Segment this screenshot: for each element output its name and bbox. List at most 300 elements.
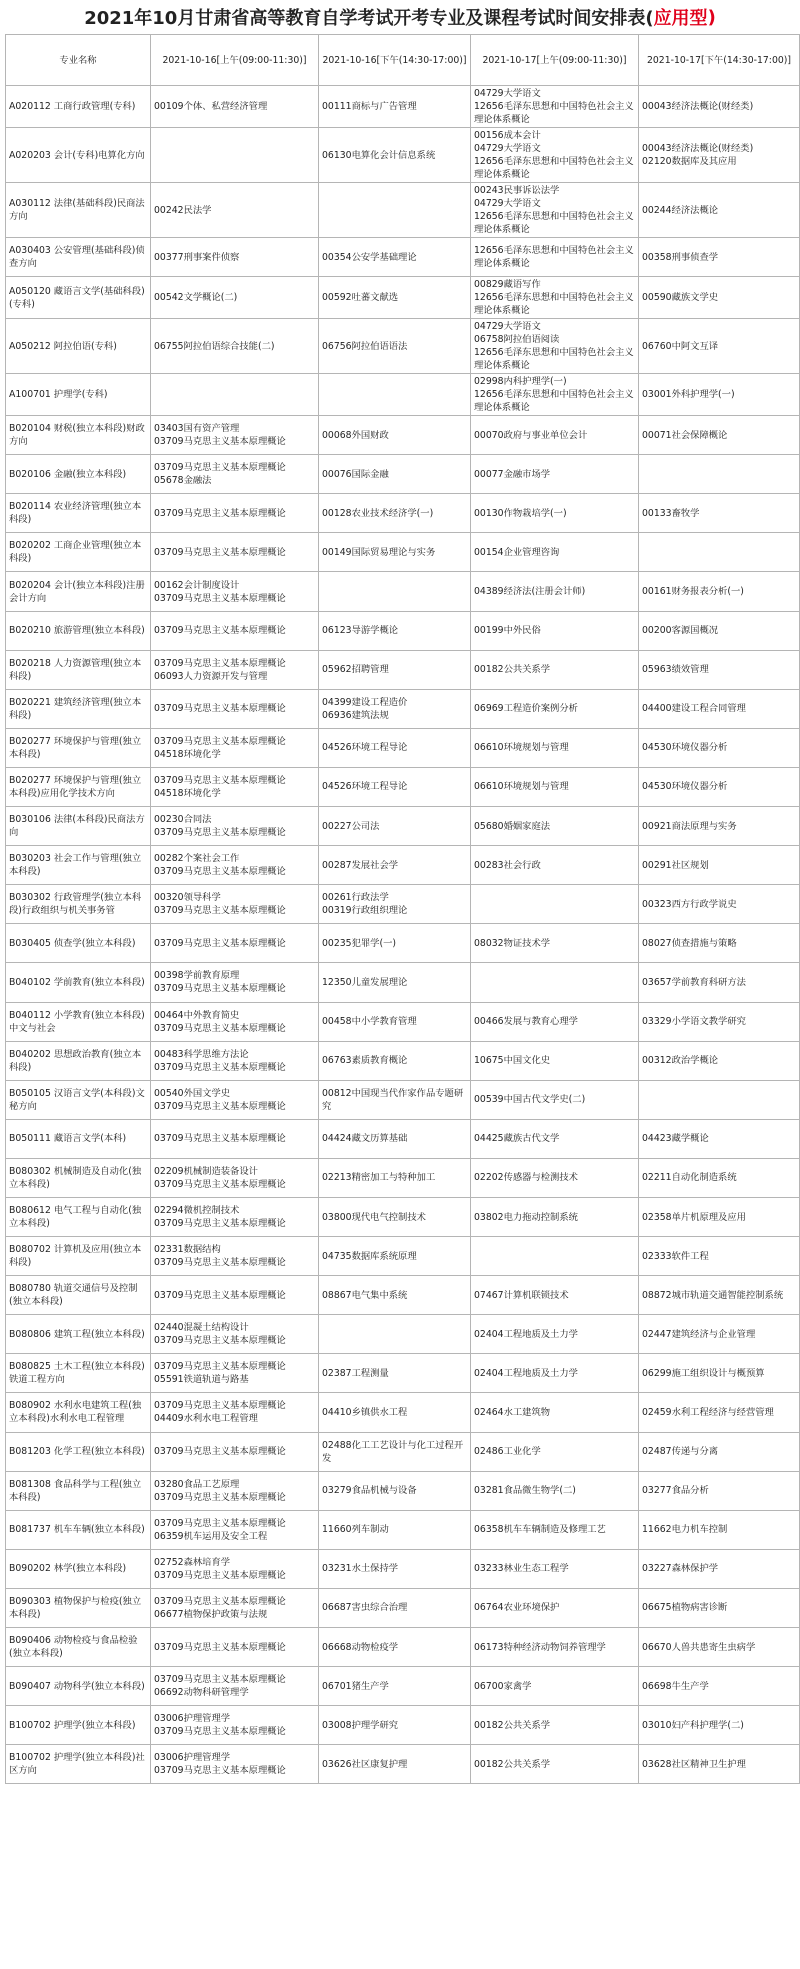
title-close: ) bbox=[707, 6, 716, 28]
course-name: 04526环境工程导论 bbox=[322, 781, 408, 793]
course-cell-slot-4 bbox=[639, 277, 800, 319]
table-row bbox=[6, 1237, 800, 1276]
course-cell-slot-2 bbox=[319, 885, 471, 924]
course-name: 03709马克思主义基本原理概论 bbox=[154, 1218, 286, 1230]
course-name: 03709马克思主义基本原理概论 bbox=[154, 462, 286, 474]
course-name: 04729大学语文 bbox=[474, 88, 541, 99]
course-cell-slot-4 bbox=[639, 1041, 800, 1080]
course-name: 11662电力机车控制 bbox=[642, 1524, 728, 1536]
course-name: 02486工业化学 bbox=[474, 1446, 541, 1458]
course-cell-slot-2 bbox=[319, 416, 471, 455]
course-name: 00282个案社会工作 bbox=[154, 853, 240, 865]
course-name: 04530环境仪器分析 bbox=[642, 742, 728, 754]
course-name: 03709马克思主义基本原理概论 bbox=[154, 1595, 286, 1607]
course-name: 12656毛泽东思想和中国特色社会主义理论体系概论 bbox=[474, 389, 634, 414]
course-cell-slot-3 bbox=[471, 1510, 639, 1549]
table-row bbox=[6, 1315, 800, 1354]
table-row bbox=[6, 374, 800, 416]
major-name-cell: B080702 计算机及应用(独立本科段) bbox=[6, 1237, 151, 1276]
major-name-cell: B081737 机车车辆(独立本科段) bbox=[6, 1510, 151, 1549]
table-row bbox=[6, 963, 800, 1002]
course-cell-slot-4 bbox=[639, 963, 800, 1002]
course-name: 04423藏学概论 bbox=[642, 1133, 709, 1145]
table-row bbox=[6, 572, 800, 611]
course-cell-slot-1 bbox=[151, 728, 319, 767]
course-name: 03709马克思主义基本原理概论 bbox=[154, 1133, 286, 1145]
course-cell-slot-2 bbox=[319, 728, 471, 767]
course-name: 08867电气集中系统 bbox=[322, 1289, 408, 1301]
course-name: 02294微机控制技术 bbox=[154, 1205, 240, 1217]
course-cell-slot-2 bbox=[319, 1276, 471, 1315]
course-name: 12656毛泽东思想和中国特色社会主义理论体系概论 bbox=[474, 245, 634, 270]
table-row bbox=[6, 1080, 800, 1119]
course-cell-slot-2 bbox=[319, 846, 471, 885]
course-cell-slot-1 bbox=[151, 1745, 319, 1784]
course-cell-slot-3 bbox=[471, 86, 639, 128]
course-name: 00043经济法概论(财经类) bbox=[642, 143, 754, 154]
major-name-cell: B040112 小学教育(独立本科段)中文与社会 bbox=[6, 1002, 151, 1041]
course-cell-slot-2 bbox=[319, 374, 471, 416]
course-name: 02404工程地质及土力学 bbox=[474, 1328, 578, 1340]
course-cell-slot-4 bbox=[639, 1315, 800, 1354]
table-row bbox=[6, 1628, 800, 1667]
course-cell-slot-4 bbox=[639, 1706, 800, 1745]
course-cell-slot-1 bbox=[151, 1549, 319, 1588]
course-name: 04526环境工程导论 bbox=[322, 742, 408, 754]
table-row bbox=[6, 533, 800, 572]
course-name: 00287发展社会学 bbox=[322, 859, 399, 871]
course-cell-slot-4 bbox=[639, 767, 800, 806]
course-cell-slot-1 bbox=[151, 1276, 319, 1315]
table-row bbox=[6, 1119, 800, 1158]
major-name-cell: B080902 水利水电建筑工程(独立本科段)水利水电工程管理 bbox=[6, 1393, 151, 1432]
course-cell-slot-4 bbox=[639, 1471, 800, 1510]
course-cell-slot-3 bbox=[471, 416, 639, 455]
course-cell-slot-2 bbox=[319, 86, 471, 128]
course-cell-slot-2 bbox=[319, 1158, 471, 1197]
course-name: 00128农业技术经济学(一) bbox=[322, 507, 434, 519]
course-cell-slot-4 bbox=[639, 128, 800, 183]
course-name: 00829藏语写作 bbox=[474, 279, 541, 291]
course-cell-slot-2 bbox=[319, 767, 471, 806]
major-name-cell: B090407 动物科学(独立本科段) bbox=[6, 1667, 151, 1706]
course-cell-slot-4 bbox=[639, 455, 800, 494]
course-name: 02404工程地质及土力学 bbox=[474, 1367, 578, 1379]
table-row bbox=[6, 885, 800, 924]
course-name: 04399建设工程造价 bbox=[322, 696, 408, 708]
course-cell-slot-2 bbox=[319, 277, 471, 319]
course-name: 04729大学语文 bbox=[474, 143, 541, 154]
course-name: 06700家禽学 bbox=[474, 1680, 532, 1692]
course-cell-slot-2 bbox=[319, 1393, 471, 1432]
course-name: 00109个体、私营经济管理 bbox=[154, 101, 268, 112]
course-name: 03709马克思主义基本原理概论 bbox=[154, 436, 286, 448]
course-name: 06764农业环境保护 bbox=[474, 1602, 560, 1614]
major-name-cell: B090202 林学(独立本科段) bbox=[6, 1549, 151, 1588]
course-cell-slot-2 bbox=[319, 1002, 471, 1041]
course-cell-slot-2 bbox=[319, 1197, 471, 1236]
title-main: 2021年10月甘肃省高等教育自学考试开考专业及课程考试时间安排表( bbox=[84, 8, 654, 29]
course-cell-slot-3 bbox=[471, 128, 639, 183]
course-name: 03709马克思主义基本原理概论 bbox=[154, 1257, 286, 1269]
course-cell-slot-3 bbox=[471, 1041, 639, 1080]
course-name: 03231水土保持学 bbox=[322, 1563, 399, 1575]
course-name: 06610环境规划与管理 bbox=[474, 781, 569, 793]
course-name: 03709马克思主义基本原理概论 bbox=[154, 1726, 286, 1738]
table-row bbox=[6, 494, 800, 533]
course-name: 00590藏族文学史 bbox=[642, 292, 719, 304]
course-cell-slot-2 bbox=[319, 128, 471, 183]
table-row bbox=[6, 319, 800, 374]
course-cell-slot-2 bbox=[319, 1745, 471, 1784]
course-name: 03403国有资产管理 bbox=[154, 423, 240, 435]
course-cell-slot-1 bbox=[151, 650, 319, 689]
major-name-cell: B090303 植物保护与检疫(独立本科段) bbox=[6, 1588, 151, 1627]
course-cell-slot-3 bbox=[471, 885, 639, 924]
table-row bbox=[6, 277, 800, 319]
course-cell-slot-1 bbox=[151, 1197, 319, 1236]
major-name-cell: B081203 化学工程(独立本科段) bbox=[6, 1432, 151, 1471]
course-cell-slot-2 bbox=[319, 1667, 471, 1706]
course-name: 03709马克思主义基本原理概论 bbox=[154, 905, 286, 917]
course-name: 03709马克思主义基本原理概论 bbox=[154, 1674, 286, 1686]
course-cell-slot-2 bbox=[319, 807, 471, 846]
course-name: 02488化工工艺设计与化工过程开发 bbox=[322, 1439, 464, 1464]
course-cell-slot-3 bbox=[471, 277, 639, 319]
course-name: 00283社会行政 bbox=[474, 859, 541, 871]
course-cell-slot-2 bbox=[319, 1432, 471, 1471]
course-name: 06760中阿文互译 bbox=[642, 340, 719, 352]
course-cell-slot-1 bbox=[151, 319, 319, 374]
course-name: 03628社区精神卫生护理 bbox=[642, 1758, 746, 1770]
header-slot-4: 2021-10-17[下午(14:30-17:00)] bbox=[639, 35, 800, 86]
course-name: 03657学前教育科研方法 bbox=[642, 976, 746, 988]
schedule-table bbox=[5, 34, 800, 1784]
course-cell-slot-4 bbox=[639, 1158, 800, 1197]
course-name: 00542文学概论(二) bbox=[154, 292, 238, 304]
course-name: 05963绩效管理 bbox=[642, 664, 709, 676]
course-cell-slot-2 bbox=[319, 1119, 471, 1158]
course-name: 04424藏文历算基础 bbox=[322, 1133, 408, 1145]
course-name: 06758阿拉伯语阅读 bbox=[474, 334, 560, 346]
course-name: 03709马克思主义基本原理概论 bbox=[154, 1446, 286, 1458]
course-name: 04729大学语文 bbox=[474, 198, 541, 209]
course-cell-slot-2 bbox=[319, 1588, 471, 1627]
course-cell-slot-3 bbox=[471, 1276, 639, 1315]
course-name: 00076国际金融 bbox=[322, 468, 389, 480]
course-name: 12656毛泽东思想和中国特色社会主义理论体系概论 bbox=[474, 347, 634, 372]
course-name: 06677植物保护政策与法规 bbox=[154, 1608, 268, 1620]
major-name-cell: A030403 公安管理(基础科段)侦查方向 bbox=[6, 238, 151, 277]
course-name: 03709马克思主义基本原理概论 bbox=[154, 1178, 286, 1190]
course-cell-slot-4 bbox=[639, 885, 800, 924]
course-cell-slot-4 bbox=[639, 1745, 800, 1784]
table-row bbox=[6, 1588, 800, 1627]
course-cell-slot-1 bbox=[151, 374, 319, 416]
course-cell-slot-4 bbox=[639, 1119, 800, 1158]
course-cell-slot-1 bbox=[151, 1706, 319, 1745]
course-name: 00156成本会计 bbox=[474, 130, 541, 141]
course-name: 00068外国财政 bbox=[322, 429, 389, 441]
course-cell-slot-2 bbox=[319, 319, 471, 374]
course-cell-slot-2 bbox=[319, 238, 471, 277]
course-cell-slot-3 bbox=[471, 689, 639, 728]
course-name: 05680婚姻家庭法 bbox=[474, 820, 551, 832]
course-cell-slot-4 bbox=[639, 1393, 800, 1432]
course-cell-slot-4 bbox=[639, 1354, 800, 1393]
course-cell-slot-2 bbox=[319, 1080, 471, 1119]
course-cell-slot-3 bbox=[471, 1745, 639, 1784]
header-row bbox=[6, 35, 800, 86]
course-cell-slot-3 bbox=[471, 1549, 639, 1588]
table-row bbox=[6, 924, 800, 963]
course-cell-slot-4 bbox=[639, 183, 800, 238]
course-name: 06359机车运用及安全工程 bbox=[154, 1530, 268, 1542]
course-name: 00291社区规划 bbox=[642, 859, 709, 871]
table-row bbox=[6, 689, 800, 728]
course-name: 00464中外教育简史 bbox=[154, 1009, 240, 1021]
major-name-cell: A050120 藏语言文学(基础科段)(专科) bbox=[6, 277, 151, 319]
course-name: 02459水利工程经济与经营管理 bbox=[642, 1406, 774, 1418]
course-cell-slot-1 bbox=[151, 1315, 319, 1354]
major-name-cell: A030112 法律(基础科段)民商法方向 bbox=[6, 183, 151, 238]
course-name: 00200客源国概况 bbox=[642, 625, 719, 637]
course-cell-slot-3 bbox=[471, 1237, 639, 1276]
course-cell-slot-4 bbox=[639, 572, 800, 611]
course-name: 10675中国文化史 bbox=[474, 1055, 551, 1067]
header-major: 专业名称 bbox=[6, 35, 151, 86]
course-cell-slot-2 bbox=[319, 533, 471, 572]
course-name: 04400建设工程合同管理 bbox=[642, 703, 746, 715]
course-name: 12350儿童发展理论 bbox=[322, 976, 408, 988]
course-cell-slot-1 bbox=[151, 86, 319, 128]
course-cell-slot-3 bbox=[471, 1354, 639, 1393]
course-name: 00320领导科学 bbox=[154, 892, 221, 904]
course-name: 06756阿拉伯语语法 bbox=[322, 340, 408, 352]
course-cell-slot-2 bbox=[319, 650, 471, 689]
course-cell-slot-2 bbox=[319, 1706, 471, 1745]
course-name: 02358单片机原理及应用 bbox=[642, 1211, 746, 1223]
course-cell-slot-3 bbox=[471, 1393, 639, 1432]
table-row bbox=[6, 416, 800, 455]
course-name: 03709马克思主义基本原理概论 bbox=[154, 1569, 286, 1581]
course-name: 04729大学语文 bbox=[474, 321, 541, 333]
table-row bbox=[6, 650, 800, 689]
course-cell-slot-4 bbox=[639, 1237, 800, 1276]
table-row bbox=[6, 1510, 800, 1549]
course-cell-slot-4 bbox=[639, 86, 800, 128]
course-name: 03709马克思主义基本原理概论 bbox=[154, 735, 286, 747]
major-name-cell: B080302 机械制造及自动化(独立本科段) bbox=[6, 1158, 151, 1197]
course-cell-slot-3 bbox=[471, 183, 639, 238]
course-cell-slot-2 bbox=[319, 494, 471, 533]
course-cell-slot-4 bbox=[639, 1667, 800, 1706]
course-name: 06936建筑法规 bbox=[322, 709, 389, 721]
course-cell-slot-4 bbox=[639, 611, 800, 650]
course-name: 02120数据库及其应用 bbox=[642, 156, 737, 167]
major-name-cell: B030405 侦查学(独立本科段) bbox=[6, 924, 151, 963]
course-name: 00398学前教育原理 bbox=[154, 970, 240, 982]
course-cell-slot-3 bbox=[471, 1119, 639, 1158]
course-name: 06670人兽共患寄生虫病学 bbox=[642, 1641, 756, 1653]
course-cell-slot-1 bbox=[151, 572, 319, 611]
course-name: 00592吐蕃文献选 bbox=[322, 292, 399, 304]
major-name-cell: B040102 学前教育(独立本科段) bbox=[6, 963, 151, 1002]
course-name: 08027侦查措施与策略 bbox=[642, 937, 737, 949]
major-name-cell: B030302 行政管理学(独立本科段)行政组织与机关事务管 bbox=[6, 885, 151, 924]
course-cell-slot-3 bbox=[471, 846, 639, 885]
course-name: 04530环境仪器分析 bbox=[642, 781, 728, 793]
course-cell-slot-4 bbox=[639, 807, 800, 846]
course-name: 03709马克思主义基本原理概论 bbox=[154, 1641, 286, 1653]
course-cell-slot-4 bbox=[639, 1002, 800, 1041]
major-name-cell: B020221 建筑经济管理(独立本科段) bbox=[6, 689, 151, 728]
major-name-cell: B080612 电气工程与自动化(独立本科段) bbox=[6, 1197, 151, 1236]
course-cell-slot-3 bbox=[471, 238, 639, 277]
course-name: 00071社会保障概论 bbox=[642, 429, 728, 441]
major-name-cell: B100702 护理学(独立本科段) bbox=[6, 1706, 151, 1745]
course-cell-slot-3 bbox=[471, 319, 639, 374]
course-name: 06123导游学概论 bbox=[322, 625, 399, 637]
course-name: 03277食品分析 bbox=[642, 1485, 709, 1497]
course-cell-slot-3 bbox=[471, 924, 639, 963]
course-name: 03802电力拖动控制系统 bbox=[474, 1211, 578, 1223]
course-name: 06687害虫综合治理 bbox=[322, 1602, 408, 1614]
major-name-cell: B081308 食品科学与工程(独立本科段) bbox=[6, 1471, 151, 1510]
course-name: 04735数据库系统原理 bbox=[322, 1250, 417, 1262]
course-cell-slot-1 bbox=[151, 533, 319, 572]
course-name: 00377刑事案件侦察 bbox=[154, 251, 240, 263]
course-name: 04410乡镇供水工程 bbox=[322, 1406, 408, 1418]
course-cell-slot-4 bbox=[639, 416, 800, 455]
course-name: 03709马克思主义基本原理概论 bbox=[154, 625, 286, 637]
course-name: 00130作物栽培学(一) bbox=[474, 507, 567, 519]
course-name: 03281食品微生物学(二) bbox=[474, 1485, 576, 1497]
course-name: 02211自动化制造系统 bbox=[642, 1172, 737, 1184]
course-cell-slot-2 bbox=[319, 1315, 471, 1354]
course-cell-slot-1 bbox=[151, 885, 319, 924]
course-name: 03709马克思主义基本原理概论 bbox=[154, 774, 286, 786]
course-cell-slot-4 bbox=[639, 533, 800, 572]
course-cell-slot-4 bbox=[639, 1588, 800, 1627]
major-name-cell: B090406 动物检疫与食品检验(独立本科段) bbox=[6, 1628, 151, 1667]
course-name: 00154企业管理咨询 bbox=[474, 546, 560, 558]
course-name: 00358刑事侦查学 bbox=[642, 251, 719, 263]
major-name-cell: B080780 轨道交通信号及控制(独立本科段) bbox=[6, 1276, 151, 1315]
course-name: 00182公共关系学 bbox=[474, 664, 551, 676]
course-cell-slot-1 bbox=[151, 1432, 319, 1471]
course-cell-slot-4 bbox=[639, 1432, 800, 1471]
course-cell-slot-3 bbox=[471, 1002, 639, 1041]
course-name: 00539中国古代文学史(二) bbox=[474, 1094, 586, 1106]
major-name-cell: B020114 农业经济管理(独立本科段) bbox=[6, 494, 151, 533]
course-name: 11660列车制动 bbox=[322, 1524, 389, 1536]
major-name-cell: B020277 环境保护与管理(独立本科段)应用化学技术方向 bbox=[6, 767, 151, 806]
major-name-cell: B020204 会计(独立本科段)注册会计方向 bbox=[6, 572, 151, 611]
course-cell-slot-2 bbox=[319, 1628, 471, 1667]
course-name: 00323西方行政学说史 bbox=[642, 898, 737, 910]
table-row bbox=[6, 1706, 800, 1745]
course-cell-slot-1 bbox=[151, 1471, 319, 1510]
table-row bbox=[6, 767, 800, 806]
page-title bbox=[2, 0, 798, 34]
course-name: 06668动物检疫学 bbox=[322, 1641, 399, 1653]
course-cell-slot-3 bbox=[471, 650, 639, 689]
course-name: 05962招聘管理 bbox=[322, 664, 389, 676]
course-name: 06093人力资源开发与管理 bbox=[154, 670, 268, 682]
course-name: 00235犯罪学(一) bbox=[322, 937, 397, 949]
course-cell-slot-3 bbox=[471, 807, 639, 846]
course-name: 04409水利水电工程管理 bbox=[154, 1413, 258, 1425]
course-name: 06969工程造价案例分析 bbox=[474, 703, 578, 715]
course-cell-slot-1 bbox=[151, 767, 319, 806]
table-body bbox=[6, 86, 800, 1784]
course-cell-slot-3 bbox=[471, 494, 639, 533]
course-cell-slot-4 bbox=[639, 1549, 800, 1588]
course-cell-slot-4 bbox=[639, 650, 800, 689]
major-name-cell: B020106 金融(独立本科段) bbox=[6, 455, 151, 494]
course-name: 00230合同法 bbox=[154, 814, 212, 826]
course-name: 02440混凝土结构设计 bbox=[154, 1322, 249, 1334]
table-row bbox=[6, 1041, 800, 1080]
course-name: 02464水工建筑物 bbox=[474, 1406, 551, 1418]
course-cell-slot-1 bbox=[151, 1002, 319, 1041]
course-name: 03329小学语文教学研究 bbox=[642, 1016, 746, 1028]
course-cell-slot-1 bbox=[151, 183, 319, 238]
course-cell-slot-1 bbox=[151, 1588, 319, 1627]
course-name: 00227公司法 bbox=[322, 820, 380, 832]
course-name: 06698牛生产学 bbox=[642, 1680, 709, 1692]
table-row bbox=[6, 807, 800, 846]
course-cell-slot-2 bbox=[319, 924, 471, 963]
major-name-cell: A020112 工商行政管理(专科) bbox=[6, 86, 151, 128]
course-name: 03709马克思主义基本原理概论 bbox=[154, 1289, 286, 1301]
course-name: 03709马克思主义基本原理概论 bbox=[154, 592, 286, 604]
title-highlight: 应用型 bbox=[653, 8, 708, 29]
course-name: 04389经济法(注册会计师) bbox=[474, 586, 586, 598]
course-name: 03709马克思主义基本原理概论 bbox=[154, 546, 286, 558]
course-name: 03001外科护理学(一) bbox=[642, 389, 735, 401]
course-name: 07467计算机联锁技术 bbox=[474, 1289, 569, 1301]
course-name: 03709马克思主义基本原理概论 bbox=[154, 1491, 286, 1503]
course-cell-slot-4 bbox=[639, 689, 800, 728]
course-name: 00319行政组织理论 bbox=[322, 905, 408, 917]
course-name: 03709马克思主义基本原理概论 bbox=[154, 1517, 286, 1529]
header-slot-3: 2021-10-17[上午(09:00-11:30)] bbox=[471, 35, 639, 86]
course-name: 04425藏族古代文学 bbox=[474, 1133, 560, 1145]
major-name-cell: B050105 汉语言文学(本科段)文秘方向 bbox=[6, 1080, 151, 1119]
course-cell-slot-3 bbox=[471, 572, 639, 611]
course-name: 03227森林保护学 bbox=[642, 1563, 719, 1575]
course-name: 02752森林培育学 bbox=[154, 1556, 231, 1568]
course-name: 00243民事诉讼法学 bbox=[474, 185, 560, 196]
table-row bbox=[6, 128, 800, 183]
course-name: 03010妇产科护理学(二) bbox=[642, 1719, 744, 1731]
course-cell-slot-3 bbox=[471, 533, 639, 572]
course-cell-slot-1 bbox=[151, 1510, 319, 1549]
course-name: 00244经济法概论 bbox=[642, 204, 719, 216]
table-row bbox=[6, 1667, 800, 1706]
course-name: 00812中国现当代作家作品专题研究 bbox=[322, 1087, 464, 1112]
table-row bbox=[6, 1549, 800, 1588]
course-cell-slot-4 bbox=[639, 238, 800, 277]
course-name: 03709马克思主义基本原理概论 bbox=[154, 657, 286, 669]
table-row bbox=[6, 1276, 800, 1315]
table-row bbox=[6, 1745, 800, 1784]
course-name: 00458中小学教育管理 bbox=[322, 1016, 417, 1028]
course-cell-slot-3 bbox=[471, 611, 639, 650]
course-cell-slot-1 bbox=[151, 1119, 319, 1158]
